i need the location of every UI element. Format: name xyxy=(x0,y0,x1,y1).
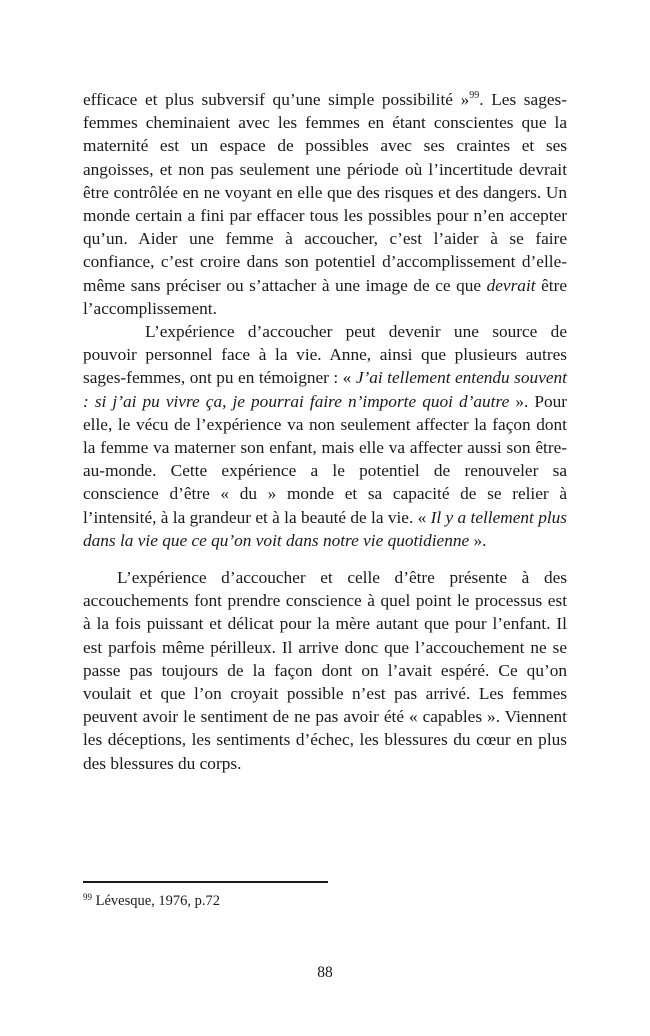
footnote-text: Lévesque, 1976, p.72 xyxy=(92,893,221,909)
paragraph-1-text-a: efficace et plus subversif qu’une simple possibilité » xyxy=(83,90,470,109)
emphasis-devrait: devrait xyxy=(486,275,536,295)
paragraph-2-text-c: ». xyxy=(469,530,487,550)
footnote-reference[interactable]: 99 xyxy=(469,90,480,101)
paragraph-1-text-c: être l’accomplissement. xyxy=(83,275,567,318)
paragraph-3: L’expérience d’accoucher et celle d’être présente à des accouchements font prendre conscience à quel point le processus est à la fois puissant et délicat pour la mère autant que pour l’enfant. Il est parfois même périlleux. Il arrive donc que l’accouchement ne se passe pas toujours de la façon dont on l’avait espéré. Ce qu’on voulait et que l’on croyait possible n’est pas arrivé. Les femmes peuvent avoir le sentiment de ne pas avoir été « capables ». Viennent les déceptions, les sentiments d’échec, les blessures du cœur en plus des blessures du corps. xyxy=(83,568,567,773)
paragraph-1 xyxy=(83,88,567,320)
paragraph-2-text-a: L’expérience d’accoucher peut devenir une source de pouvoir personnel face à la vie. Anne, ainsi que plusieurs autres sages-femmes, ont pu en témoigner : « xyxy=(83,322,567,388)
paragraph-2-text-b: ». Pour elle, le vécu de l’expérience va non seulement affecter la façon dont la femme va materner son enfant, mais elle va affecter aussi son être-au-monde. Cette expérience a le potentiel de renouveler sa conscience d’être « du » monde et sa capacité de se relier à l’intensité, à la grandeur et à la beauté de la vie. « xyxy=(83,391,567,527)
paragraph-2 xyxy=(83,320,567,552)
page-body xyxy=(83,88,567,775)
footnote-separator xyxy=(83,881,328,883)
page-number: 88 xyxy=(317,964,333,981)
quote-vie-quotidienne: Il y a tellement plus dans la vie que ce qu’on voit dans notre vie quotidienne xyxy=(83,507,567,550)
paragraph-1-text-b: . Les sages-femmes cheminaient avec les femmes en étant conscientes que la maternité est un espace de possibles avec ses craintes et ses angoisses, et non pas seulement une période où l’incertitude devrait être contrôlée en ne voyant en elle que des risques et des dangers. Un monde certain a fini par effacer tous les possibles pour n’en accepter qu’un. Aider une femme à accoucher, c’est l’aider à se faire confiance, c’est croire dans son potentiel d’accomplissement d’elle-même sans préciser ou s’attacher à une image de ce que xyxy=(83,90,567,295)
quote-anne: J’ai tellement entendu souvent : si j’ai pu vivre ça, je pourrai faire n’importe quoi d’autre xyxy=(83,368,567,411)
footnote-number: 99 xyxy=(83,892,92,902)
footnote xyxy=(83,892,567,910)
